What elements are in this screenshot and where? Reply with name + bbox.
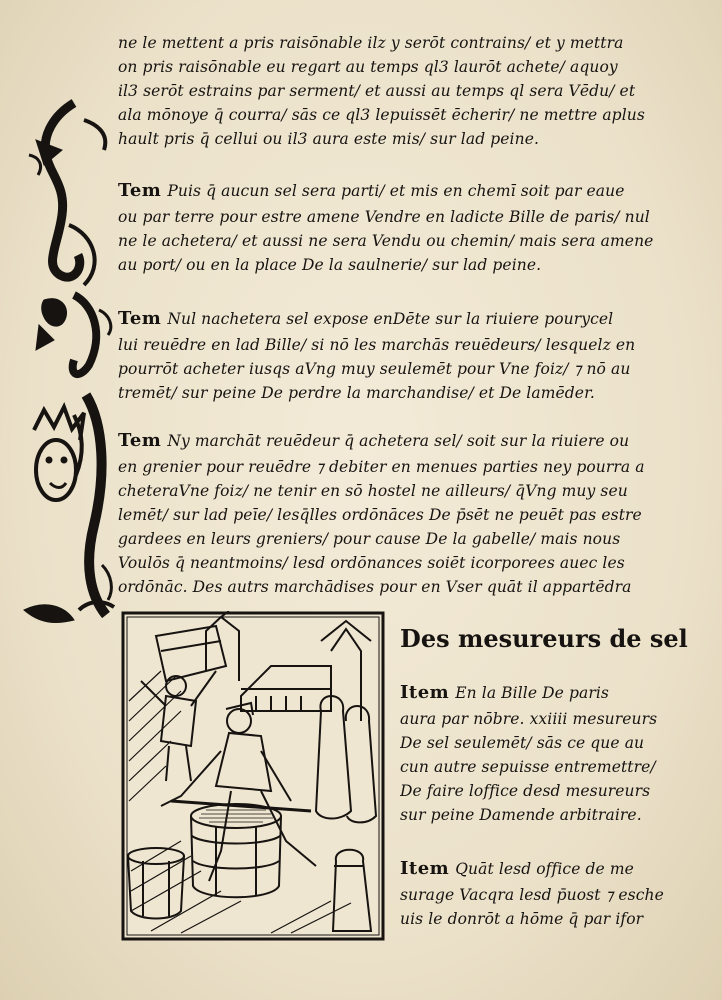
text-line: ordōnāc. Des autrs marchādises pour en Vser quāt il appartēdra: [118, 578, 632, 596]
text-line: De sel seulemēt/ sās ce que au: [400, 734, 645, 752]
item-lead-word: Item: [400, 858, 450, 879]
text-line: ne le mettent a pris raisōnable ilz y serōt contrains/ et y mettra: [118, 34, 624, 52]
text-line: en grenier pour reuēdre ⁊ debiter en menues parties ney pourra a: [118, 458, 645, 476]
text-line: pourrōt acheter iusqs aVng muy seulemēt pour Vne foiz/ ⁊ nō au: [118, 360, 631, 378]
text-line: [118, 430, 688, 452]
item-line-text: Quāt lesd office de me: [455, 860, 634, 878]
text-line: ou par terre pour estre amene Vendre en ladicte Bille de paris/ nul: [118, 208, 650, 226]
text-line: on pris raisōnable eu regart au temps ql3 laurōt achete/ aquoy: [118, 58, 618, 76]
item-lead-word: Item: [400, 682, 450, 703]
item-line-text: Puis q̄ aucun sel sera parti/ et mis en chemī soit par eaue: [167, 182, 625, 200]
text-line: [118, 180, 688, 202]
text-line: lemēt/ sur lad peīe/ lesq̄lles ordōnāces De p̄sēt ne peuēt pas estre: [118, 506, 642, 524]
text-line: lui reuēdre en lad Bille/ si nō les marchās reuēdeurs/ lesquelz en: [118, 336, 636, 354]
text-line: au port/ ou en la place De la saulnerie/ sur lad peine.: [118, 256, 542, 274]
item-line-text: Nul nachetera sel expose enDēte sur la riuiere pourycel: [167, 310, 614, 328]
woodcut-illustration: [121, 611, 385, 941]
text-line: hault pris q̄ cellui ou il3 aura este mis/ sur lad peine.: [118, 130, 539, 148]
item-lead-word: Tem: [118, 430, 162, 451]
text-line: [400, 682, 700, 704]
text-line: uis le donrōt a hōme q̄ par ifor: [400, 910, 644, 928]
text-line: aura par nōbre. xxiiii mesureurs: [400, 710, 658, 728]
text-line: sur peine Damende arbitraire.: [400, 806, 642, 824]
text-line: [400, 858, 700, 880]
text-line: il3 serōt estrains par serment/ et aussi au temps ql sera Vēdu/ et: [118, 82, 636, 100]
text-line: cun autre sepuisse entremettre/: [400, 758, 656, 776]
item-line-text: Ny marchāt reuēdeur q̄ achetera sel/ soit sur la riuiere ou: [167, 432, 630, 450]
decorated-initial-icon: [14, 95, 122, 640]
text-line: Voulōs q̄ neantmoins/ lesd ordōnances soiēt icorporees auec les: [118, 554, 625, 572]
text-line: [118, 308, 688, 330]
item-lead-word: Tem: [118, 180, 162, 201]
item-lead-word: Tem: [118, 308, 162, 329]
text-line: tremēt/ sur peine De perdre la marchandise/ et De lamēder.: [118, 384, 595, 402]
text-line: ala mōnoye q̄ courra/ sās ce ql3 lepuissēt ēcherir/ ne mettre aplus: [118, 106, 645, 124]
text-line: cheteraVne foiz/ ne tenir en sō hostel ne ailleurs/ q̄Vng muy seu: [118, 482, 628, 500]
text-line: De faire loffice desd mesureurs: [400, 782, 651, 800]
item-line-text: En la Bille De paris: [455, 684, 609, 702]
text-line: surage Vacqra lesd p̄uost ⁊ esche: [400, 886, 664, 904]
section-title: Des mesureurs de sel: [400, 624, 688, 653]
text-line: ne le achetera/ et aussi ne sera Vendu ou chemin/ mais sera amene: [118, 232, 654, 250]
text-line: gardees en leurs greniers/ pour cause De la gabelle/ mais nous: [118, 530, 621, 548]
